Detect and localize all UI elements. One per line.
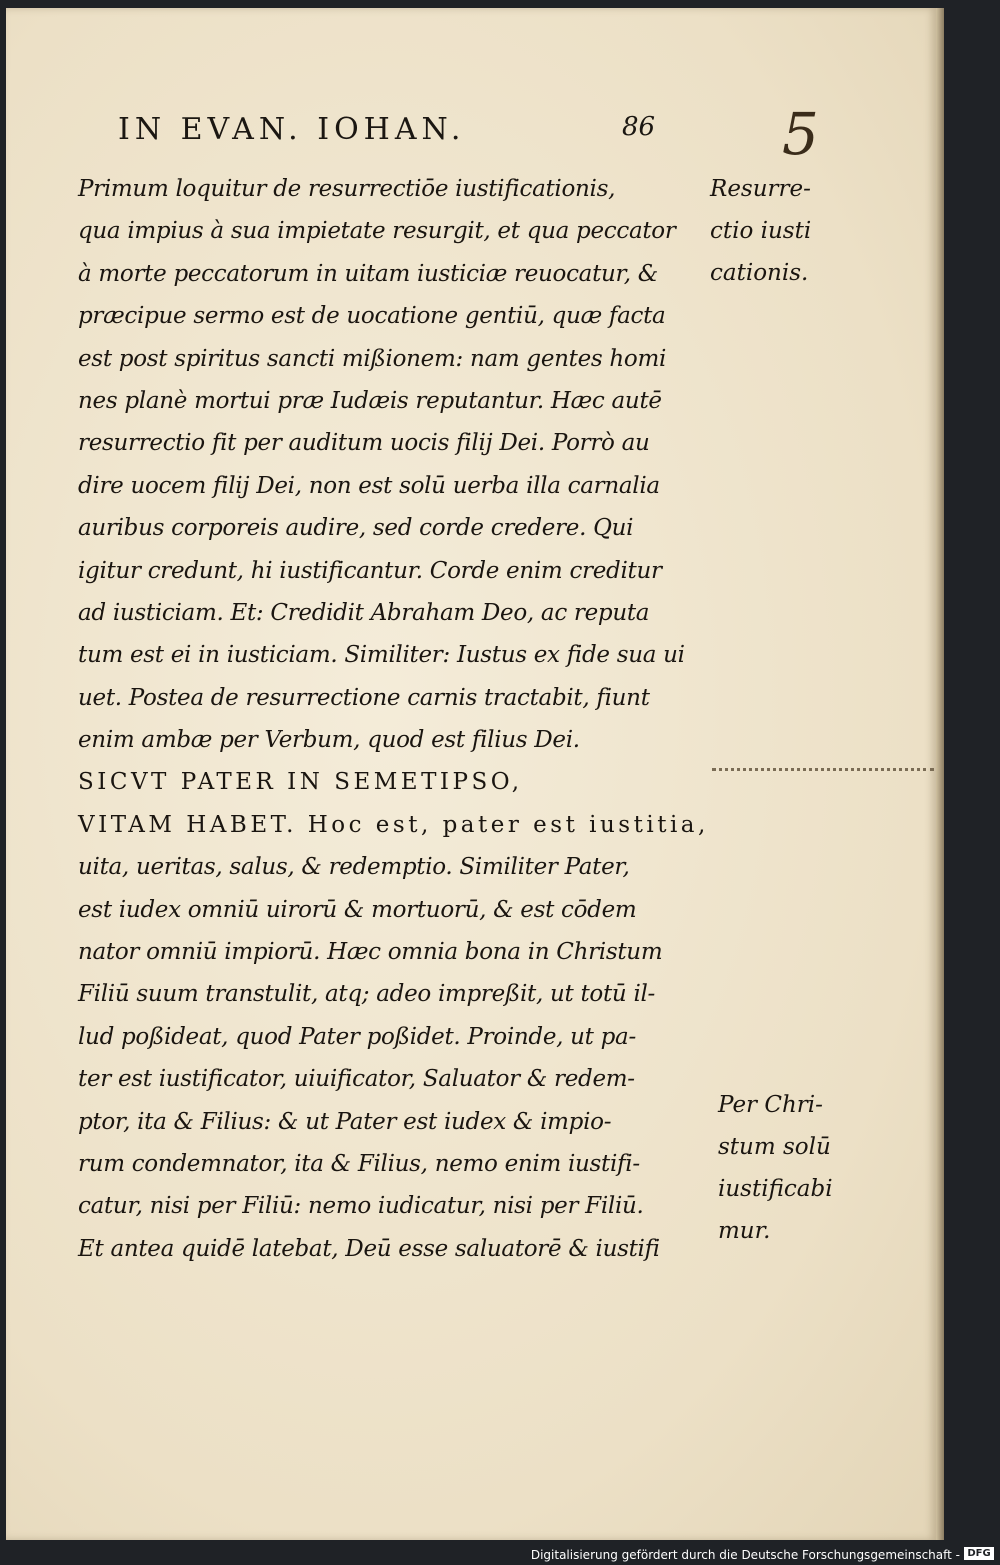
text-line: est iudex omniū uirorū & mortuorū, & est cōdem [78, 896, 637, 923]
body-text [78, 168, 718, 1270]
text-line: VITAM HABET. Hoc est, pater est iustitia, [78, 811, 709, 838]
text-line: igitur credunt, hi iustificantur. Corde enim creditur [78, 557, 662, 584]
text-line: ad iusticiam. Et: Credidit Abraham Deo, ac reputa [78, 599, 650, 626]
text-line: tum est ei in iusticiam. Similiter: Iustus ex fide sua ui [78, 642, 685, 669]
margin-note-line: ctio iusti [710, 218, 812, 244]
text-line: ptor, ita & Filius: & ut Pater est iudex & impio- [78, 1108, 612, 1135]
margin-note-line: stum solū [718, 1134, 831, 1160]
margin-note-line: Per Chri- [718, 1092, 823, 1118]
margin-note-line: Resurre- [710, 176, 811, 202]
text-line: est post spiritus sancti mißionem: nam gentes homi [78, 345, 667, 372]
text-line: à morte peccatorum in uitam iusticiæ reuocatur, & [78, 260, 658, 287]
margin-note-line: iustificabi [718, 1176, 833, 1202]
text-line: Filiū suum transtulit, atq; adeo impreßit, ut totū il- [78, 981, 656, 1008]
text-line: dire uocem filij Dei, non est solū uerba illa carnalia [78, 472, 660, 499]
text-line: Primum loquitur de resurrectiōe iustificationis, [78, 176, 616, 202]
text-line: enim ambæ per Verbum, quod est filius Dei. [78, 727, 580, 754]
text-line: Et antea quidē latebat, Deū esse saluatorē & iustifi [78, 1235, 660, 1262]
running-head: IN EVAN. IOHAN. [118, 112, 466, 147]
folio-number: 86 [622, 112, 656, 142]
margin-note-resurrection [710, 168, 811, 294]
footer-credit: Digitalisierung gefördert durch die Deutsche Forschungsgemeinschaft - [530, 1548, 960, 1562]
text-line: auribus corporeis audire, sed corde credere. Qui [78, 515, 634, 542]
leaf-number: 5 [782, 100, 819, 168]
dotted-rule [712, 768, 934, 771]
text-line: ter est iustificator, uiuificator, Saluator & redem- [78, 1066, 635, 1093]
text-line: catur, nisi per Filiū: nemo iudicatur, nisi per Filiū. [78, 1193, 644, 1220]
text-line: nator omniū impiorū. Hæc omnia bona in Christum [78, 939, 663, 966]
text-line: uet. Postea de resurrectione carnis tractabit, fiunt [78, 684, 650, 711]
page-edge [936, 8, 944, 1540]
text-line: resurrectio fit per auditum uocis filij Dei. Porrò au [78, 430, 650, 457]
dfg-logo: DFG [964, 1547, 994, 1560]
text-line: SICVT PATER IN SEMETIPSO, [78, 769, 523, 796]
margin-note-line: mur. [718, 1218, 771, 1244]
text-line: nes planè mortui præ Iudæis reputantur. Hæc autē [78, 387, 662, 414]
text-line: rum condemnator, ita & Filius, nemo enim iustifi- [78, 1150, 640, 1177]
text-line: uita, ueritas, salus, & redemptio. Similiter Pater, [78, 854, 630, 881]
text-line: lud poßideat, quod Pater poßidet. Proinde, ut pa- [78, 1023, 636, 1050]
text-line: qua impius à sua impietate resurgit, et qua peccator [78, 218, 676, 245]
margin-note-line: cationis. [710, 260, 809, 286]
margin-note-per-christum [718, 1084, 833, 1252]
text-line: præcipue sermo est de uocatione gentiū, quæ facta [78, 303, 666, 330]
